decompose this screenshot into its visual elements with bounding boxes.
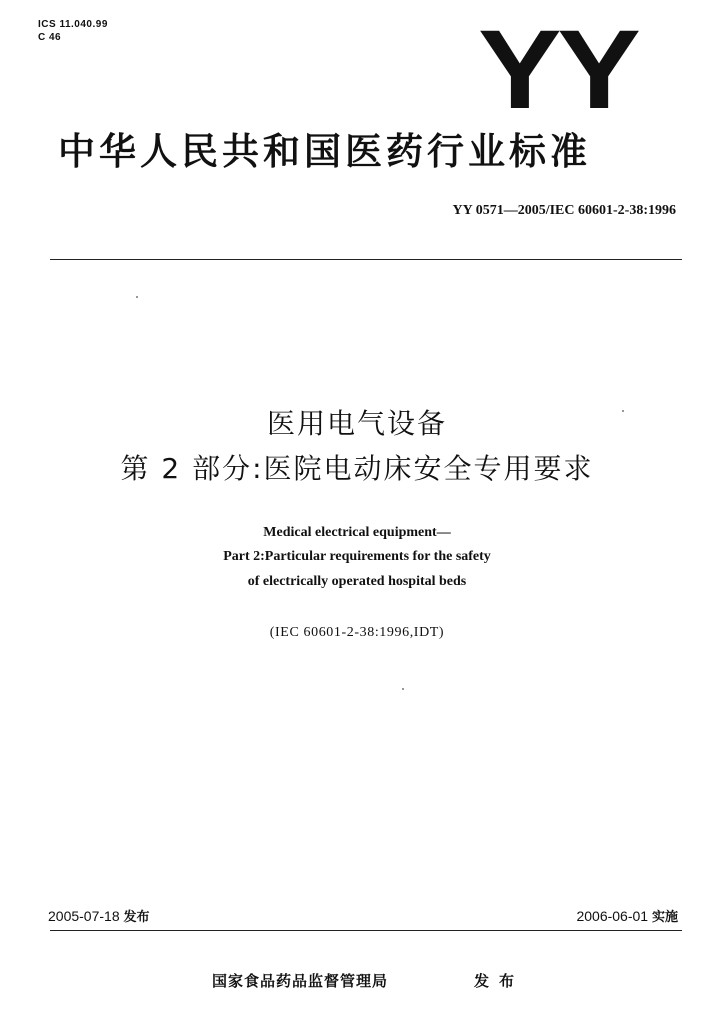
adoption-statement: (IEC 60601-2-38:1996,IDT) [269,625,445,640]
publisher-action: 发布 [474,972,525,990]
implementation-date-block [576,906,678,928]
ccs-code: C 46 [38,32,62,43]
publisher-name: 国家食品药品监督管理局 [212,972,389,990]
standard-number: YY 0571—2005/IEC 60601-2-38:1996 [452,203,676,218]
scan-speck [402,688,404,690]
implementation-date: 2006-06-01 [576,908,649,924]
english-title-line-3: of electrically operated hospital beds [247,574,467,589]
footer-divider [50,930,682,931]
classification-block [38,18,108,44]
issue-date-block [48,906,150,928]
implementation-label: 实施 [651,910,678,925]
issue-label: 发布 [123,910,150,925]
yy-logo: YY [478,7,637,132]
header-divider [50,259,682,260]
chinese-title-line-1: 医用电气设备 [266,407,447,440]
scan-speck [136,296,138,298]
standard-category-title: 中华人民共和国医药行业标准 [58,130,591,173]
ics-code: ICS 11.040.99 [38,19,108,30]
issue-date: 2005-07-18 [48,908,120,924]
chinese-title-line-2: 第 2 部分:医院电动床安全专用要求 [120,452,594,485]
english-title-line-1: Medical electrical equipment— [263,525,451,540]
english-title-line-2: Part 2:Particular requirements for the safety [223,549,491,564]
